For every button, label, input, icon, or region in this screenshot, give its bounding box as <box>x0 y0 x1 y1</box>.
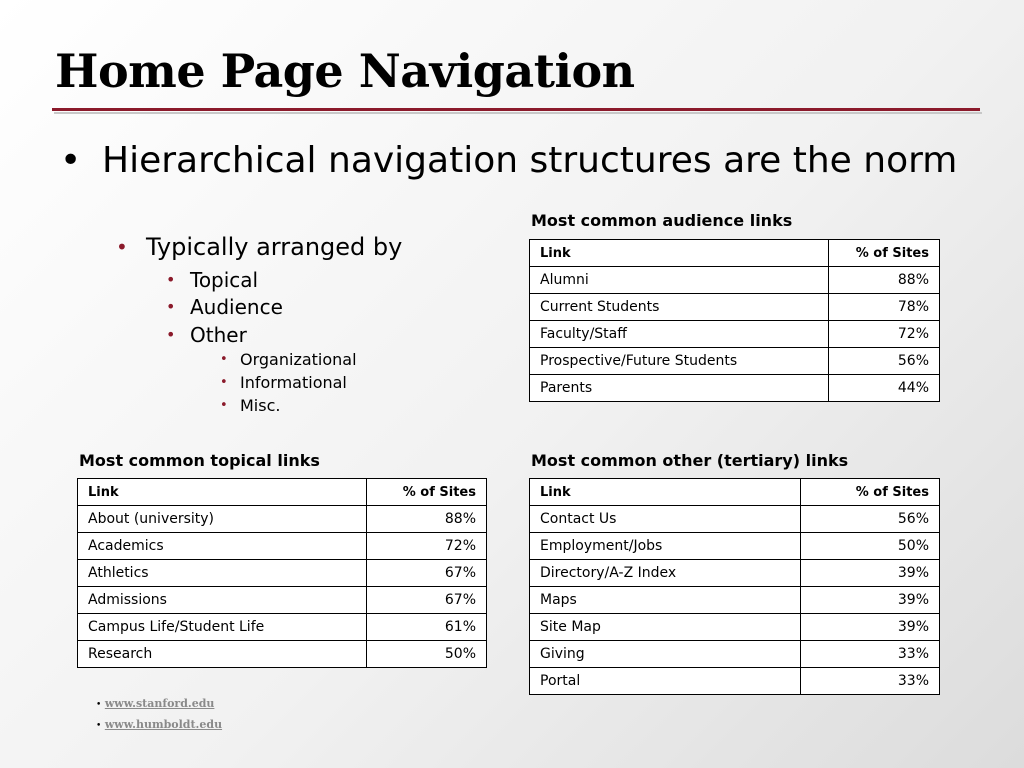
column-header-percent: % of Sites <box>801 479 940 506</box>
percent-cell: 39% <box>801 560 940 587</box>
topical-links-table <box>77 478 487 668</box>
title-underline-shadow <box>54 112 982 114</box>
column-header-link: Link <box>530 479 801 506</box>
table-row <box>530 614 940 641</box>
table-header-row <box>530 240 940 267</box>
percent-cell: 67% <box>367 587 487 614</box>
link-cell: Portal <box>530 668 801 695</box>
link-cell: Maps <box>530 587 801 614</box>
link-cell: Athletics <box>78 560 367 587</box>
table-row <box>78 641 487 668</box>
bullet-dot-icon: • <box>166 297 176 316</box>
table-row <box>78 587 487 614</box>
column-header-link: Link <box>530 240 829 267</box>
bullet-level3-topical <box>166 267 366 293</box>
percent-cell: 88% <box>367 506 487 533</box>
bullet-level3-audience <box>166 294 366 320</box>
link-cell: Parents <box>530 375 829 402</box>
table-row <box>530 668 940 695</box>
percent-cell: 72% <box>367 533 487 560</box>
bullet-level3-text: Audience <box>190 295 283 319</box>
source-link-humboldt[interactable]: www.humboldt.edu <box>104 718 223 731</box>
bullet-dot-icon: • <box>116 235 128 259</box>
table-row <box>530 267 940 294</box>
table-row <box>530 348 940 375</box>
bullet-dot-icon: • <box>166 270 176 289</box>
table-row <box>78 506 487 533</box>
percent-cell: 78% <box>829 294 940 321</box>
bullet-level4-organizational <box>220 349 420 371</box>
slide-title: Home Page Navigation <box>55 44 635 98</box>
bullet-level4-misc <box>220 395 420 417</box>
bullet-dot-icon: • <box>96 700 102 710</box>
bullet-level4-text: Misc. <box>240 396 281 415</box>
bullet-level1-text: Hierarchical navigation structures are the norm <box>102 140 958 181</box>
percent-cell: 56% <box>801 506 940 533</box>
percent-cell: 33% <box>801 641 940 668</box>
link-cell: Site Map <box>530 614 801 641</box>
bullet-level3-text: Other <box>190 323 247 347</box>
bullet-level3-text: Topical <box>190 268 259 292</box>
link-cell: Admissions <box>78 587 367 614</box>
link-cell: Contact Us <box>530 506 801 533</box>
source-link-stanford[interactable]: www.stanford.edu <box>104 697 215 710</box>
bullet-dot-icon: • <box>60 140 82 181</box>
link-cell: Campus Life/Student Life <box>78 614 367 641</box>
table-header-row <box>78 479 487 506</box>
source-link-humboldt-item <box>96 718 222 731</box>
percent-cell: 88% <box>829 267 940 294</box>
link-cell: Faculty/Staff <box>530 321 829 348</box>
percent-cell: 33% <box>801 668 940 695</box>
source-link-stanford-item <box>96 697 214 710</box>
percent-cell: 39% <box>801 587 940 614</box>
column-header-percent: % of Sites <box>829 240 940 267</box>
link-cell: Employment/Jobs <box>530 533 801 560</box>
link-cell: Prospective/Future Students <box>530 348 829 375</box>
percent-cell: 72% <box>829 321 940 348</box>
column-header-link: Link <box>78 479 367 506</box>
audience-table-title: Most common audience links <box>531 211 793 230</box>
link-cell: Alumni <box>530 267 829 294</box>
table-row <box>530 560 940 587</box>
title-underline <box>52 108 980 111</box>
bullet-dot-icon: • <box>220 375 228 390</box>
link-cell: Directory/A-Z Index <box>530 560 801 587</box>
table-row <box>78 533 487 560</box>
bullet-dot-icon: • <box>166 325 176 344</box>
link-cell: Current Students <box>530 294 829 321</box>
bullet-level4-informational <box>220 372 420 394</box>
table-row <box>78 560 487 587</box>
bullet-dot-icon: • <box>220 352 228 367</box>
table-row <box>530 641 940 668</box>
table-row <box>530 587 940 614</box>
bullet-level2-text: Typically arranged by <box>146 233 403 261</box>
link-cell: Research <box>78 641 367 668</box>
table-row <box>78 614 487 641</box>
link-cell: Giving <box>530 641 801 668</box>
bullet-level4-text: Informational <box>240 373 347 392</box>
topical-table-title: Most common topical links <box>79 451 320 470</box>
bullet-level3-other <box>166 322 366 348</box>
percent-cell: 61% <box>367 614 487 641</box>
percent-cell: 50% <box>801 533 940 560</box>
link-cell: About (university) <box>78 506 367 533</box>
table-row <box>530 294 940 321</box>
percent-cell: 44% <box>829 375 940 402</box>
percent-cell: 56% <box>829 348 940 375</box>
table-row <box>530 375 940 402</box>
bullet-level2 <box>116 232 516 262</box>
other-links-table <box>529 478 940 695</box>
percent-cell: 67% <box>367 560 487 587</box>
percent-cell: 39% <box>801 614 940 641</box>
link-cell: Academics <box>78 533 367 560</box>
table-row <box>530 533 940 560</box>
bullet-level4-text: Organizational <box>240 350 357 369</box>
other-table-title: Most common other (tertiary) links <box>531 451 849 470</box>
table-row <box>530 321 940 348</box>
percent-cell: 50% <box>367 641 487 668</box>
column-header-percent: % of Sites <box>367 479 487 506</box>
bullet-dot-icon: • <box>220 398 228 413</box>
table-row <box>530 506 940 533</box>
audience-links-table <box>529 239 940 402</box>
bullet-dot-icon: • <box>96 721 102 731</box>
table-header-row <box>530 479 940 506</box>
